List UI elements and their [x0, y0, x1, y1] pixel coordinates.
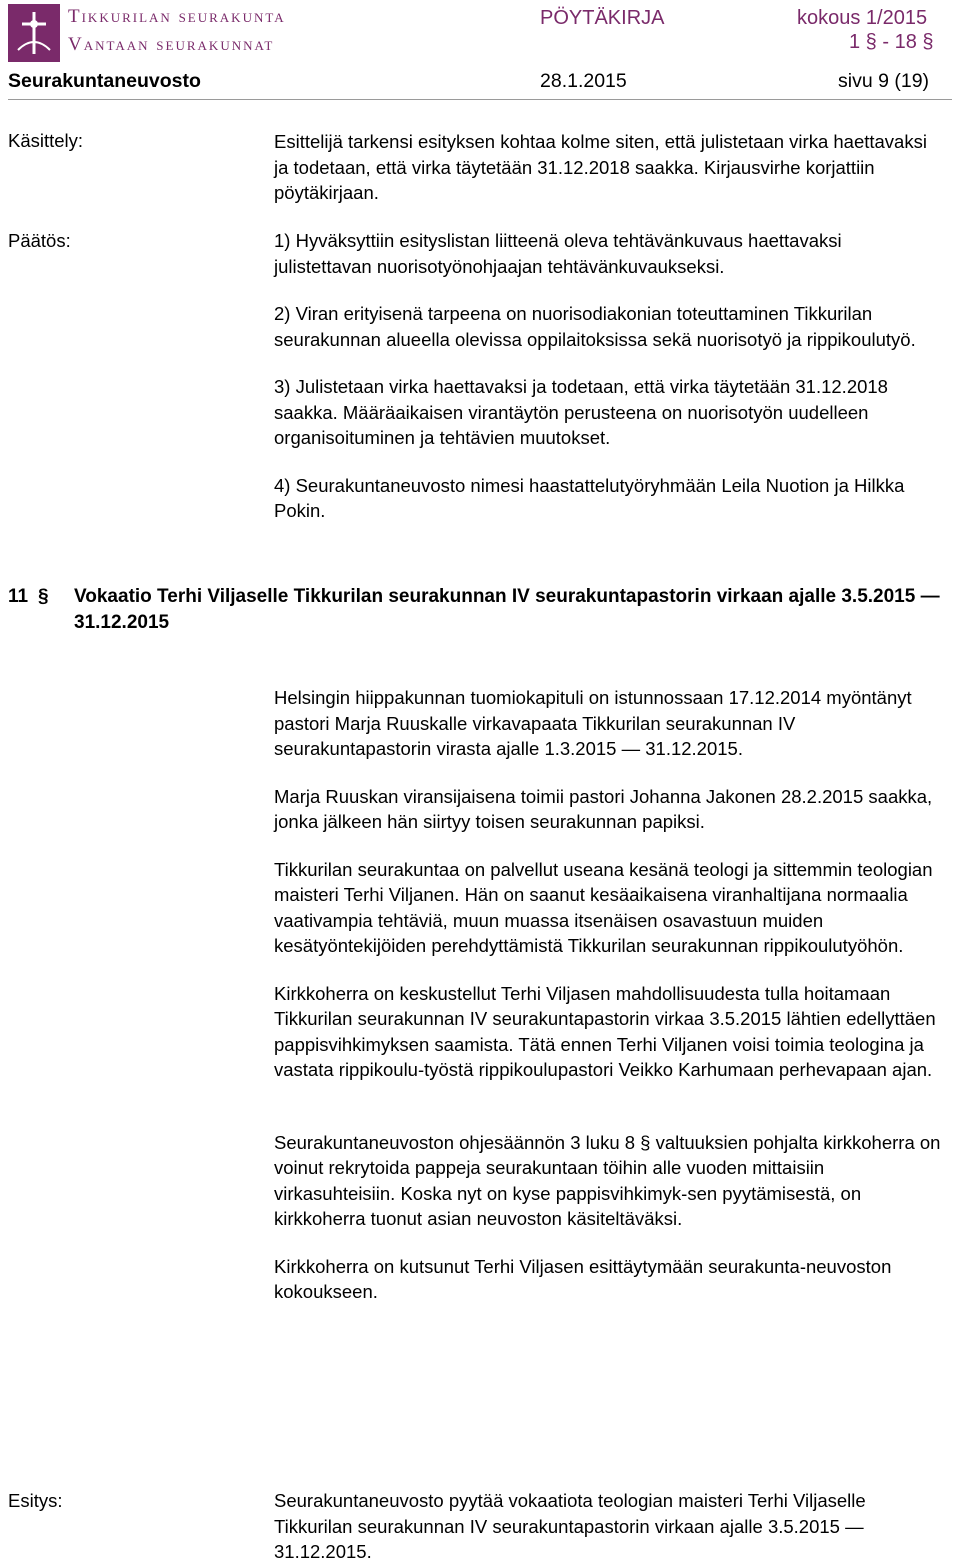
paatos-item-1: 1) Hyväksyttiin esityslistan liitteenä oleva tehtävänkuvaus haettavaksi julistettavan nuorisotyönohjaajan tehtävänkuvaukseksi. — [274, 230, 842, 277]
section-range: 1 § - 18 § — [849, 31, 934, 53]
header-divider — [8, 99, 952, 100]
body-paragraph-1: Helsingin hiippakunnan tuomiokapituli on istunnossaan 17.12.2014 myöntänyt pastori Marja Ruuskalle virkavapaata Tikkurilan seurakunnan IV seurakuntapastorin virasta ajalle 1.3.2015 — 31.12.2015. — [274, 687, 912, 759]
kasittely-label: Käsittely: — [8, 130, 84, 151]
page-number: sivu 9 (19) — [838, 70, 930, 92]
esitys-paragraph: Seurakuntaneuvosto pyytää vokaatiota teologian maisteri Terhi Viljaselle Tikkurilan seurakunnan IV seurakuntapastorin virkaan ajalle 3.5.2015 — 31.12.2015. — [274, 1490, 866, 1562]
document-type: PÖYTÄKIRJA — [540, 7, 665, 29]
paatos-label: Päätös: — [8, 230, 71, 251]
kasittely-text — [274, 129, 944, 206]
body-paragraph-5: Seurakuntaneuvoston ohjesäännön 3 luku 8 § valtuuksien pohjalta kirkkoherra on voinut rekrytoida pappeja seurakuntaan töihin alle vuoden mittaisiin virkasuhteisiin. Koska nyt on kyse pappisvihkimyk-sen pyytämisestä, on kirkkoherra tuonut asian neuvoston käsiteltäväksi. — [274, 1131, 941, 1229]
body-paragraph-3: Tikkurilan seurakuntaa on palvellut useana kesänä teologi ja sittemmin teologian maisteri Terhi Viljanen. Hän on saanut kesäaikaisena viranhaltijana normaalia vaativampia tehtäviä, muun muassa itsenäisen osavastuun muiden kesätyöntekijöiden perehdyttämistä Tikkurilan seurakunnan rippikoulutyöhön. — [274, 858, 933, 956]
body-paragraph-2: Marja Ruuskan viransijaisena toimii pastori Johanna Jakonen 28.2.2015 saakka, jonka jälkeen hän siirtyy toisen seurakunnan papiksi. — [274, 785, 933, 832]
esitys-text — [274, 1488, 944, 1565]
section-number: 11 — [8, 586, 29, 607]
logo-text-union: Vantaan seurakunnat — [68, 34, 275, 55]
logo-text-parish: Tikkurilan seurakunta — [68, 6, 286, 27]
board-name: Seurakuntaneuvosto — [8, 70, 201, 92]
paatos-text — [274, 228, 944, 524]
parish-logo-icon — [8, 4, 60, 62]
body-paragraph-4: Kirkkoherra on keskustellut Terhi Viljasen mahdollisuudesta tulla hoitamaan Tikkurilan seurakunnan IV seurakuntapastorin virkaa 3.5.2015 lähtien edellyttäen pappisvihkimyksen saamista. Tätä ennen Terhi Viljanen voisi toimia teologina ja vastata rippikoulu-työstä rippikoulupastori Veikko Karhumaan perhevapaan ajan. — [274, 982, 936, 1080]
paatos-item-2: 2) Viran erityisenä tarpeena on nuorisodiakonian toteuttaminen Tikkurilan seurakunnan alueella olevissa oppilaitoksissa sekä nuorisotyö ja rippikoulutyö. — [274, 303, 916, 350]
section-sign: § — [38, 586, 49, 607]
kasittely-paragraph: Esittelijä tarkensi esityksen kohtaa kolme siten, että julistetaan virka haettavaksi ja todetaan, että virka täytetään 31.12.2018 saakka. Kirjausvirhe korjattiin pöytäkirjaan. — [274, 131, 927, 203]
meeting-number: kokous 1/2015 — [797, 7, 928, 29]
body-paragraph-6: Kirkkoherra on kutsunut Terhi Viljasen esittäytymään seurakunta-neuvoston kokoukseen. — [274, 1255, 892, 1302]
section-title: Vokaatio Terhi Viljaselle Tikkurilan seurakunnan IV seurakuntapastorin virkaan ajalle 3.5.2015 — 31.12.2015 — [74, 586, 940, 633]
meeting-date: 28.1.2015 — [540, 70, 627, 92]
paatos-item-4: 4) Seurakuntaneuvosto nimesi haastattelutyöryhmään Leila Nuotion ja Hilkka Pokin. — [274, 474, 905, 521]
esitys-label: Esitys: — [8, 1490, 63, 1511]
section-body — [274, 685, 944, 1305]
paatos-item-3: 3) Julistetaan virka haettavaksi ja todetaan, että virka täytetään 31.12.2018 saakka. Määräaikaisen virantäytön perusteena on nuorisotyön uudelleen organisoituminen ja tehtävien muutokset. — [274, 376, 888, 448]
